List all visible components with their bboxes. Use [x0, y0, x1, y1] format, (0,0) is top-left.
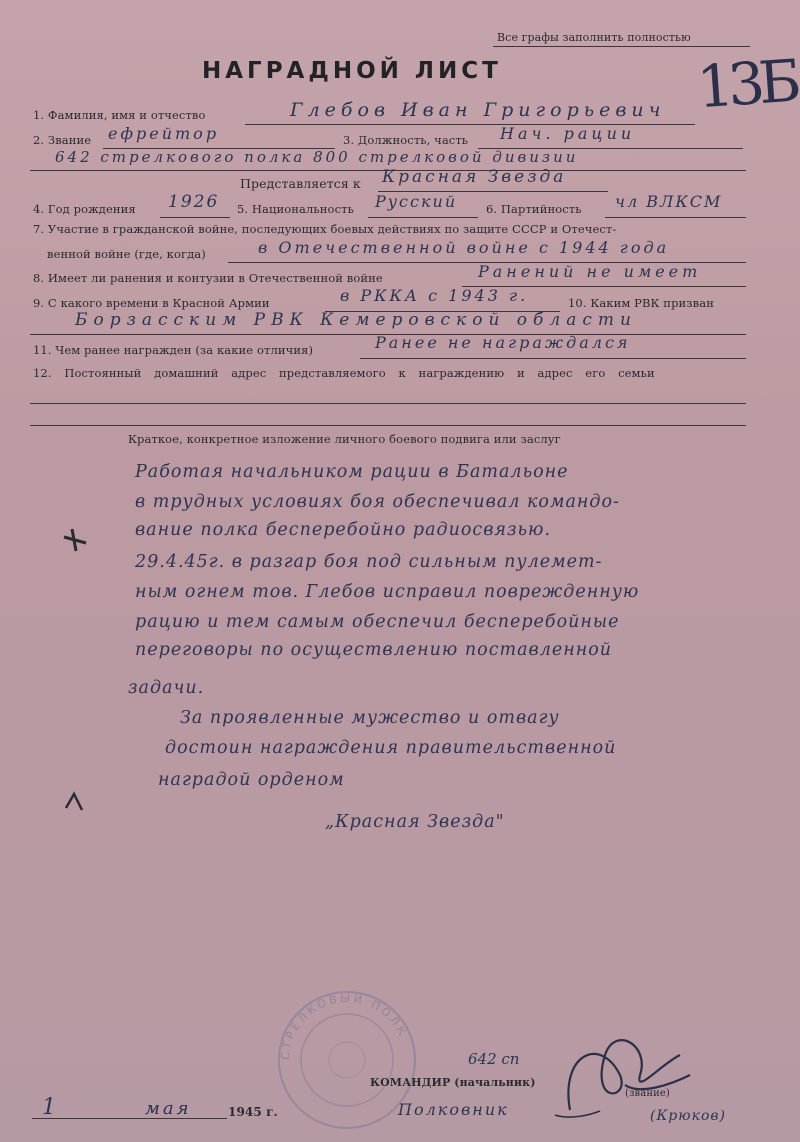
present-value: Красная Звезда	[382, 167, 567, 187]
story-line-7: переговоры по осуществлению поставленной	[135, 640, 613, 660]
story-line-5: ным огнем тов. Глебов исправил поврежденную	[135, 582, 640, 602]
field-4-line	[160, 217, 230, 218]
field-2-value: ефрейтор	[108, 124, 220, 143]
field-10-label: 10. Каким РВК призван	[568, 296, 714, 310]
story-line-10: достоин награждения правительственной	[165, 738, 617, 758]
field-3-label: 3. Должность, часть	[343, 133, 469, 147]
commander-unit: 642 сп	[468, 1050, 520, 1068]
story-line-4: 29.4.45г. в разгар боя под сильным пулемет-	[135, 552, 603, 572]
signature-name: (Крюков)	[650, 1108, 726, 1124]
field-5-line	[368, 217, 478, 218]
rank-label: (звание)	[625, 1088, 670, 1099]
field-9-value: в РККА с 1943 г.	[340, 286, 529, 305]
field-11-label: 11. Чем ранее награжден (за какие отличия)	[33, 343, 314, 357]
field-6-value: чл ВЛКСМ	[615, 192, 723, 211]
story-line-9: За проявленные мужество и отвагу	[180, 708, 560, 728]
ink-blot-mark	[60, 525, 90, 555]
date-line	[32, 1118, 227, 1119]
field-7-value: в Отечественной войне с 1944 года	[258, 238, 670, 257]
stamp-text: СТРЕЛКОВЫЙ ПОЛК	[278, 991, 410, 1061]
field-1-label: 1. Фамилия, имя и отчество	[33, 108, 206, 122]
header-note-underline	[493, 46, 750, 47]
field-5-value: Русский	[375, 192, 458, 211]
field-2-label: 2. Звание	[33, 133, 92, 147]
date-day: 1	[42, 1095, 56, 1120]
field-5-label: 5. Национальность	[237, 202, 354, 216]
field-3-value-cont: 642 стрелкового полка 800 стрелковой дивизии	[55, 148, 579, 166]
field-8-label: 8. Имеет ли ранения и контузии в Отечественной войне	[33, 271, 383, 285]
story-line-2: в трудных условиях боя обеспечивал командо-	[135, 492, 620, 512]
field-12-line-1	[30, 403, 746, 404]
story-line-11: наградой орденом	[158, 770, 345, 790]
svg-text:СТРЕЛКОВЫЙ ПОЛК	[279, 992, 410, 1060]
story-line-12: „Красная Звезда"	[325, 812, 505, 832]
field-4-value: 1926	[168, 192, 220, 212]
ink-tick-mark	[60, 790, 90, 816]
present-label: Представляется к	[240, 176, 361, 191]
field-4-label: 4. Год рождения	[33, 202, 136, 216]
field-8-value: Ранений не имеет	[478, 262, 702, 281]
field-3-value: Нач. рации	[500, 124, 636, 143]
field-6-label: 6. Партийность	[486, 202, 582, 216]
story-heading: Краткое, конкретное изложение личного боевого подвига или заслуг	[128, 432, 561, 446]
field-7-label-2: венной войне (где, когда)	[47, 247, 206, 261]
field-11-line	[360, 358, 746, 359]
field-10-value: Борзасским РВК Кемеровской области	[75, 310, 637, 330]
field-7-label-1: 7. Участие в гражданской войне, последующих боевых действиях по защите СССР и Отечест-	[33, 222, 617, 236]
field-1-value: Глебов Иван Григорьевич	[290, 99, 666, 121]
page-title: НАГРАДНОЙ ЛИСТ	[202, 58, 502, 84]
commander-signature	[530, 1015, 700, 1135]
field-6-line	[605, 217, 746, 218]
date-year: 1945 г.	[228, 1105, 278, 1119]
field-12-label: 12. Постоянный домашний адрес представляемого к награждению и адрес его семьи	[33, 366, 655, 380]
field-11-value: Ранее не награждался	[375, 333, 631, 352]
commander-label: КОМАНДИР (начальник)	[370, 1076, 536, 1089]
story-line-8: задачи.	[128, 678, 205, 698]
date-month: мая	[145, 1098, 192, 1119]
corner-mark: 13Б	[694, 46, 798, 122]
story-line-6: рацию и тем самым обеспечил бесперебойные	[135, 612, 620, 632]
header-note: Все графы заполнить полностью	[497, 31, 691, 44]
story-line-1: Работая начальником рации в Батальоне	[135, 462, 569, 482]
story-line-3: вание полка бесперебойно радиосвязью.	[135, 520, 552, 540]
field-12-line-2	[30, 425, 746, 426]
rank-value: Полковник	[398, 1100, 509, 1119]
field-9-label: 9. С какого времени в Красной Армии	[33, 296, 270, 310]
